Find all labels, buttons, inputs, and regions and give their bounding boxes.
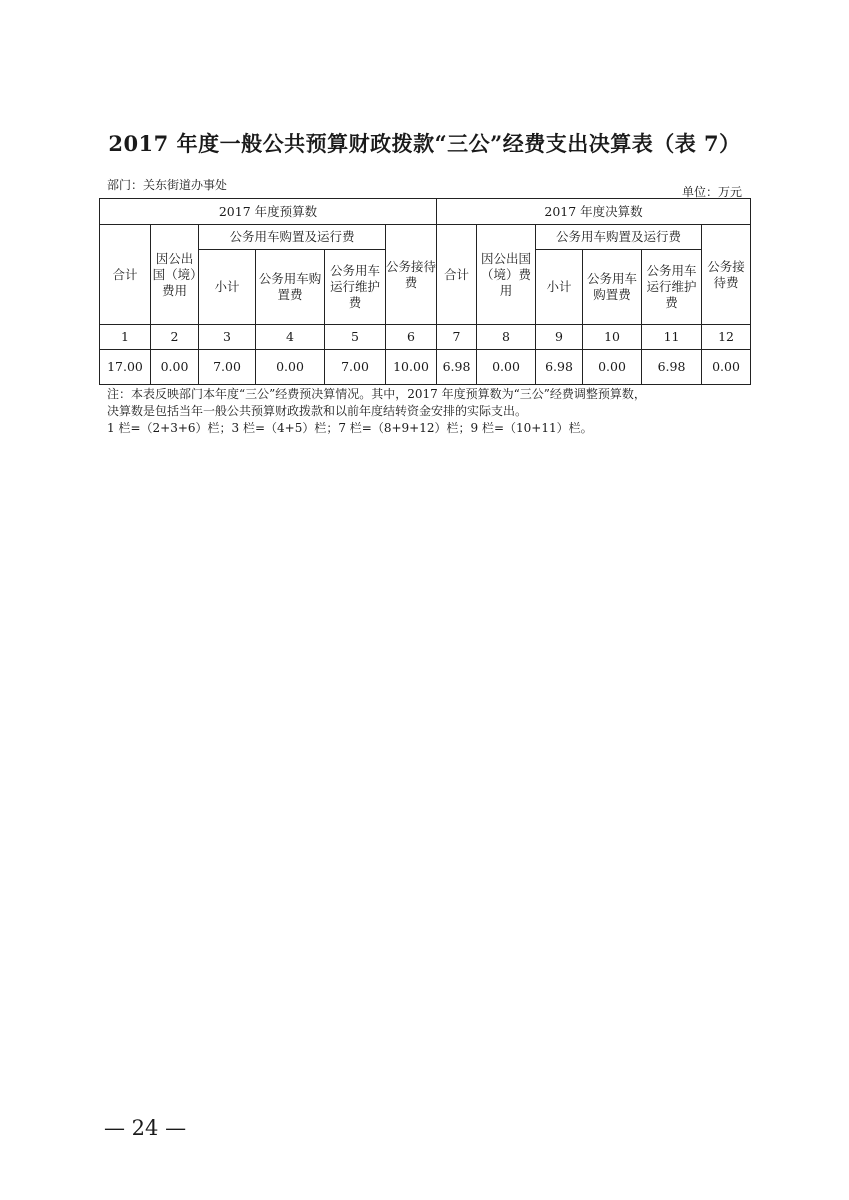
value-cell: 0.00 xyxy=(702,350,751,385)
column-number-cell: 2 xyxy=(151,325,199,350)
value-cell: 6.98 xyxy=(536,350,583,385)
column-number-cell: 9 xyxy=(536,325,583,350)
budget-vehicle-group-header: 公务用车购置及运行费 xyxy=(199,225,386,250)
budget-purchase-header: 公务用车购置费 xyxy=(256,250,325,325)
column-number-cell: 1 xyxy=(100,325,151,350)
value-cell: 10.00 xyxy=(386,350,437,385)
value-cell: 0.00 xyxy=(477,350,536,385)
table-notes xyxy=(107,386,757,437)
budget-reception-header: 公务接待费 xyxy=(386,225,437,325)
three-public-expenses-table xyxy=(99,198,751,385)
value-cell: 7.00 xyxy=(199,350,256,385)
value-cell: 0.00 xyxy=(256,350,325,385)
document-title: 2017 年度一般公共预算财政拨款“三公”经费支出决算表（表 7） xyxy=(108,131,741,156)
note-line: 1 栏=（2+3+6）栏；3 栏=（4+5）栏；7 栏=（8+9+12）栏；9 栏=（10+11）栏。 xyxy=(107,421,593,435)
final-group-header: 2017 年度决算数 xyxy=(437,199,751,225)
value-cell: 6.98 xyxy=(642,350,702,385)
value-cell: 17.00 xyxy=(100,350,151,385)
page-number: — 24 — xyxy=(104,1116,187,1140)
budget-abroad-header: 因公出国（境）费用 xyxy=(151,225,199,325)
value-cell: 7.00 xyxy=(325,350,386,385)
column-number-cell: 8 xyxy=(477,325,536,350)
column-number-cell: 11 xyxy=(642,325,702,350)
column-number-row xyxy=(100,325,751,350)
value-cell: 0.00 xyxy=(151,350,199,385)
budget-group-header: 2017 年度预算数 xyxy=(100,199,437,225)
value-row xyxy=(100,350,751,385)
final-total-header: 合计 xyxy=(437,225,477,325)
note-line: 决算数是包括当年一般公共预算财政拨款和以前年度结转资金安排的实际支出。 xyxy=(107,404,528,418)
note-line: 注：本表反映部门本年度“三公”经费预决算情况。其中，2017 年度预算数为“三公”经费调整预算数， xyxy=(107,387,646,401)
unit-label: 单位：万元 xyxy=(681,185,742,199)
column-number-cell: 5 xyxy=(325,325,386,350)
final-maintenance-header: 公务用车运行维护费 xyxy=(642,250,702,325)
final-purchase-header: 公务用车购置费 xyxy=(583,250,642,325)
value-cell: 6.98 xyxy=(437,350,477,385)
column-number-cell: 6 xyxy=(386,325,437,350)
column-number-cell: 4 xyxy=(256,325,325,350)
column-number-cell: 10 xyxy=(583,325,642,350)
department-label: 部门：关东街道办事处 xyxy=(107,178,228,192)
final-reception-header: 公务接待费 xyxy=(702,225,751,325)
budget-maintenance-header: 公务用车运行维护费 xyxy=(325,250,386,325)
final-subtotal-header: 小计 xyxy=(536,250,583,325)
final-vehicle-group-header: 公务用车购置及运行费 xyxy=(536,225,702,250)
column-number-cell: 7 xyxy=(437,325,477,350)
budget-subtotal-header: 小计 xyxy=(199,250,256,325)
budget-total-header: 合计 xyxy=(100,225,151,325)
final-abroad-header: 因公出国（境）费用 xyxy=(477,225,536,325)
value-cell: 0.00 xyxy=(583,350,642,385)
column-number-cell: 3 xyxy=(199,325,256,350)
column-number-cell: 12 xyxy=(702,325,751,350)
